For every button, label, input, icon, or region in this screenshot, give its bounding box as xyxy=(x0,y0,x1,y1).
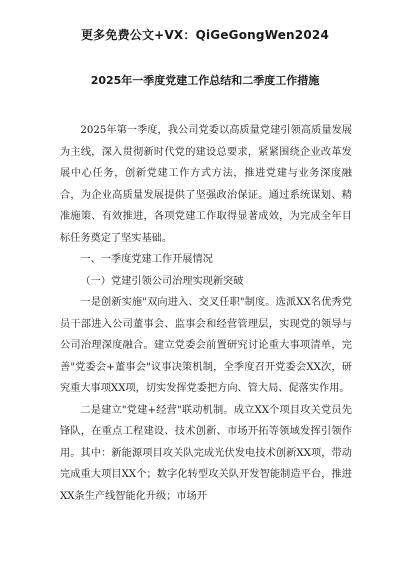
body-paragraph-2: 二是建立"党建+经营"联动机制。成立XX个项目攻关党员先锋队，在重点工程建设、技术创新、市场开拓等领域发挥引领作用。其中：新能源项目攻关队完成光伏发电技术创新XX项，带动完成重大项目XX个；数字化转型攻关队开发智能制造平台，推进XX条生产线智能化升级；市场开 xyxy=(60,404,352,502)
intro-paragraph: 2025年第一季度，我公司党委以高质量党建引领高质量发展为主线，深入贯彻新时代党的建设总要求，紧紧围绕企业改革发展中心任务，创新党建工作方式方法，推进党建与业务深度融合，为企业高质量发展提供了坚强政治保证。通过系统谋划、精准施策、有效推进，各项党建工作取得显著成效，为完成全年目标任务奠定了坚实基础。 xyxy=(60,125,352,244)
watermark-text: 更多免费公文+VX：QiGeGongWen2024 xyxy=(80,28,329,42)
document-title: 2025年一季度党建工作总结和二季度工作措施 xyxy=(90,74,320,87)
subsection-heading-1: （一）党建引领公司治理实现新突破 xyxy=(80,275,244,287)
body-paragraph-1: 一是创新实施"双向进入、交叉任职"制度。选派XX名优秀党员干部进入公司董事会、监事会和经营管理层，实现党的领导与公司治理深度融合。建立党委会前置研究讨论重大事项清单，完善"党委会+董事会"议事决策机制，全季度召开党委会XX次，研究重大事项XX项，切实发挥党委把方向、管大局、促落实作用。 xyxy=(60,297,352,394)
section-heading-1: 一、一季度党建工作开展情况 xyxy=(80,254,213,265)
document-body xyxy=(60,120,352,507)
